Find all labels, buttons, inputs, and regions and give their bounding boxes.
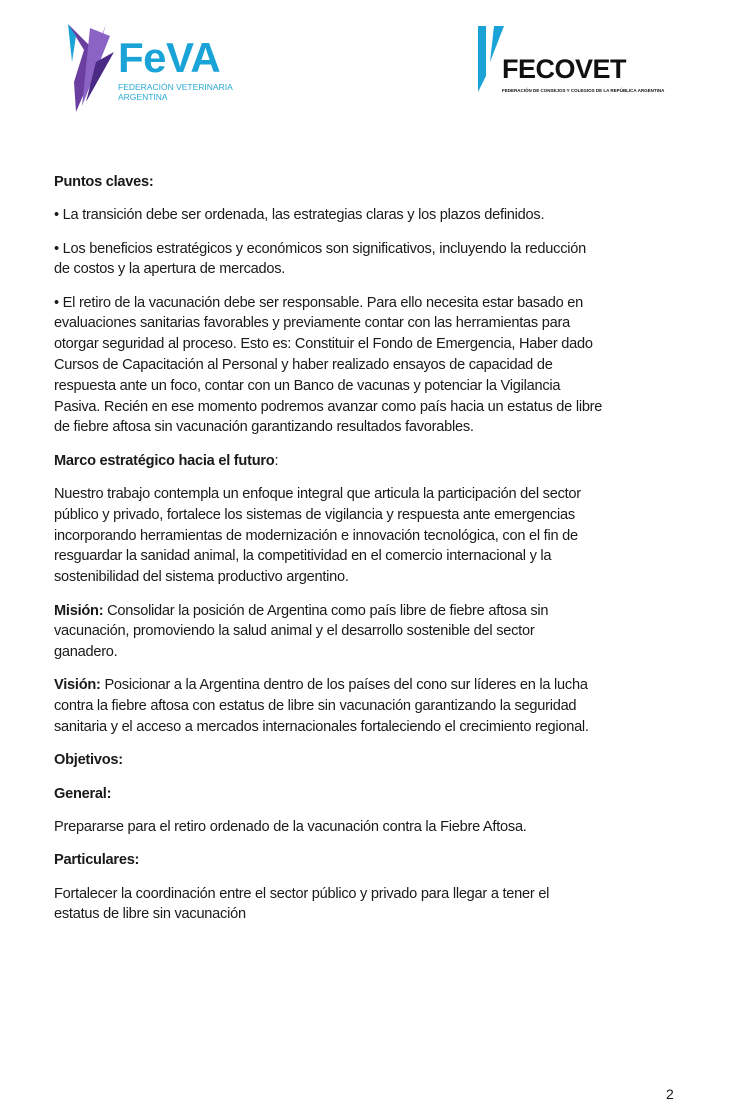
objetivos-heading: Objetivos: (54, 752, 123, 769)
mision-text: Consolidar la posición de Argentina como país libre de fiebre aftosa sin vacunación, promoviendo la salud animal y el desarrollo sostenible del sector ganadero. (54, 602, 549, 661)
puntos-claves-heading: Puntos claves: (54, 174, 154, 190)
argentina-map-icon (66, 22, 116, 114)
feva-logo-subtitle: FEDERACIÓN VETERINARIA ARGENTINA (118, 82, 233, 102)
particulares-heading: Particulares: (54, 852, 140, 869)
vision-text: Posicionar a la Argentina dentro de los países del cono sur líderes en la lucha contra la fiebre aftosa con estatus de libre sin vacunación garantizando la seguridad sanitaria y el acceso a mercados internacionales fortaleciendo el crecimiento regional. (54, 677, 589, 736)
general-heading: General: (54, 785, 112, 802)
marco-heading (54, 451, 694, 472)
page-number: 2 (666, 1086, 674, 1102)
document-body (54, 172, 694, 938)
marco-heading-text: Marco estratégico hacia el futuro (54, 452, 275, 469)
fecovet-logo-title: FECOVET (502, 54, 627, 84)
feva-logo (66, 22, 246, 114)
marco-paragraph: Nuestro trabajo contempla un enfoque integral que articula la participación del sector público y privado, fortalece los sistemas de vigilancia y respuesta ante emergencias incorporando herramientas de modernización e innovación tecnológica, con el fin de resguardar la sanidad animal, la competitividad en el comercio internacional y la sostenibilidad del sistema productivo argentino. (54, 486, 581, 586)
fecovet-logo-subtitle: FEDERACIÓN DE CONSEJOS Y COLEGIOS DE LA REPÚBLICA ARGENTINA (502, 88, 665, 93)
vision-paragraph (54, 675, 694, 737)
fecovet-logo (476, 26, 676, 106)
bullet-item: • Los beneficios estratégicos y económicos son significativos, incluyendo la reducción de costos y la apertura de mercados. (54, 240, 586, 278)
particulares-paragraph: Fortalecer la coordinación entre el sector público y privado para llegar a tener el estatus de libre sin vacunación (54, 885, 550, 923)
general-paragraph: Prepararse para el retiro ordenado de la vacunación contra la Fiebre Aftosa. (54, 818, 527, 835)
bullet-item: • El retiro de la vacunación debe ser responsable. Para ello necesita estar basado en evaluaciones sanitarias favorables y previamente contar con las herramientas para otorgar seguridad al proceso. Esto es: Constituir el Fondo de Emergencia, Haber dado Cursos de Capacitación al Personal y haber realizado ensayos de capacidad de respuesta ante un foco, contar con un Banco de vacunas y potenciar la Vigilancia Pasiva. Recién en ese momento podremos avanzar como país hacia un estatus de libre de fiebre aftosa sin vacunación garantizando resultados favorables. (54, 294, 603, 436)
bullet-item: • La transición debe ser ordenada, las estrategias claras y los plazos definidos. (54, 207, 545, 224)
mision-paragraph (54, 601, 694, 663)
vision-label: Visión: (54, 677, 101, 694)
marco-heading-colon: : (274, 452, 279, 469)
mision-label: Misión: (54, 602, 104, 619)
feva-logo-title: FeVA (118, 34, 221, 81)
